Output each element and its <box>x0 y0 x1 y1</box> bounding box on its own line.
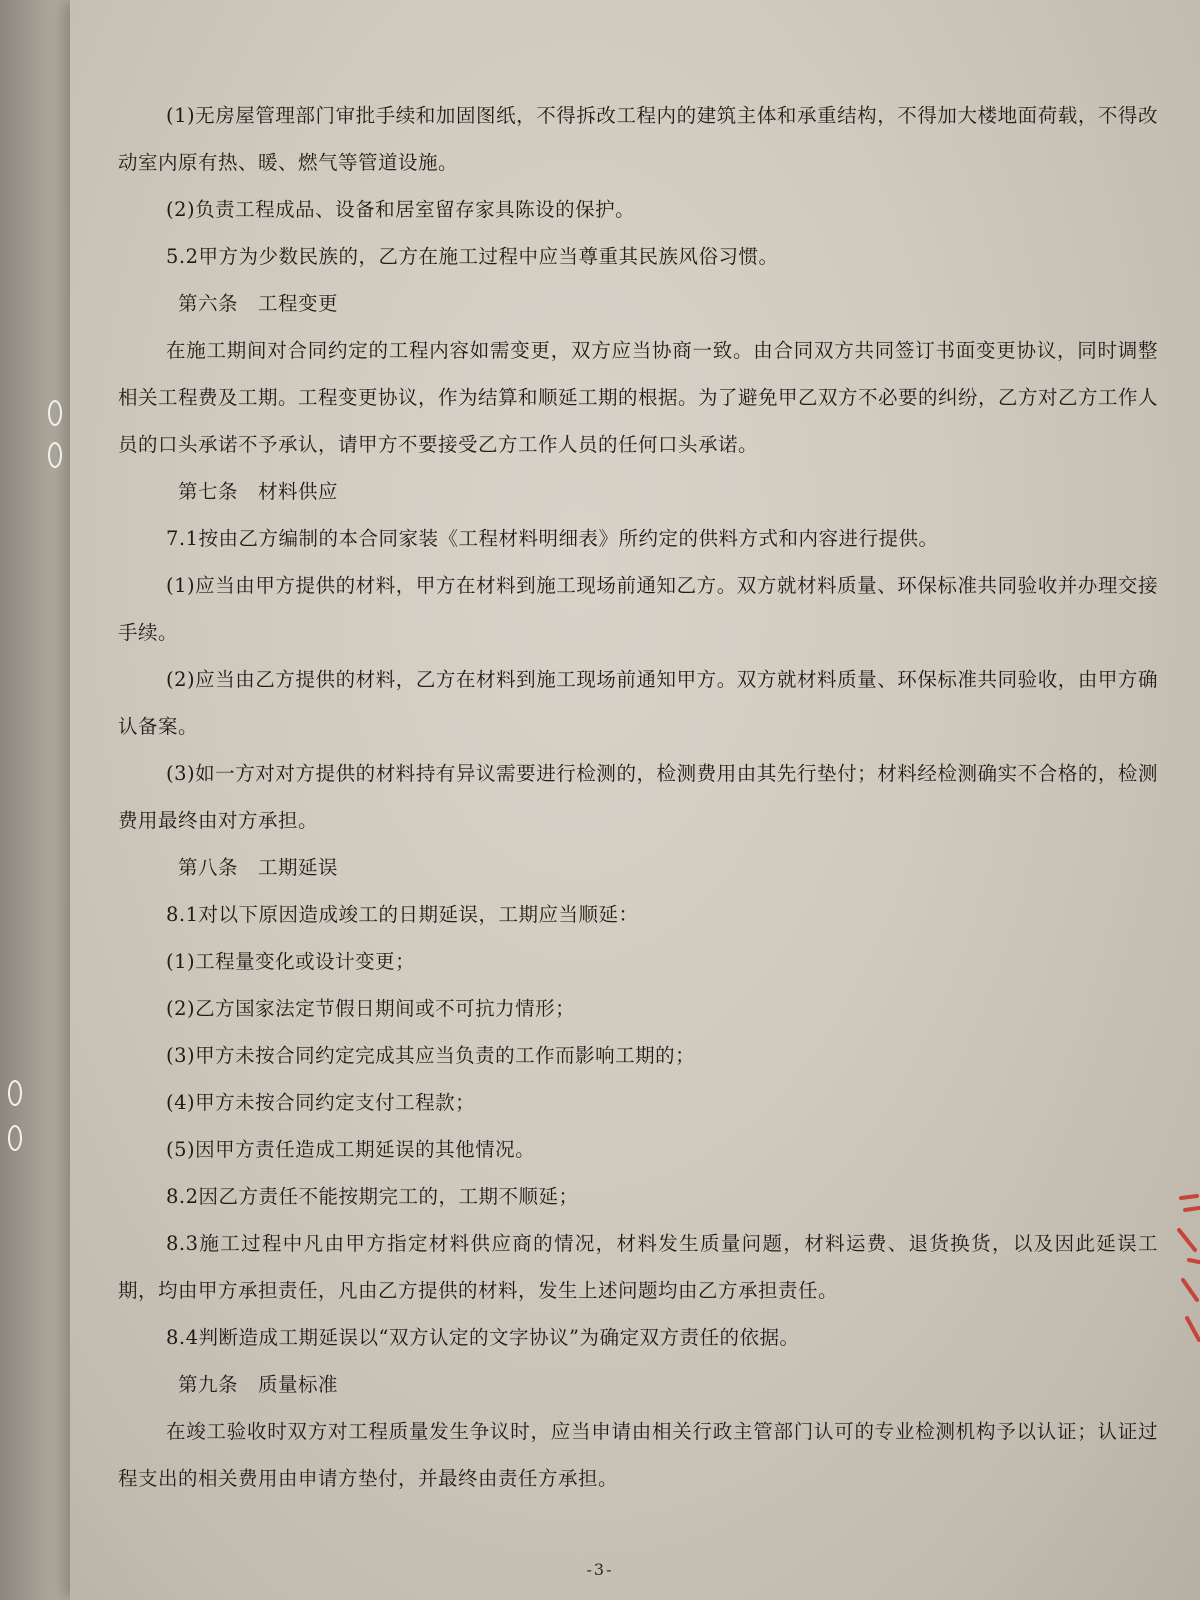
clause-paragraph: (2)应当由乙方提供的材料，乙方在材料到施工现场前通知甲方。双方就材料质量、环保标准共同验收，由甲方确认备案。 <box>118 668 1158 738</box>
clause-paragraph: 在施工期间对合同约定的工程内容如需变更，双方应当协商一致。由合同双方共同签订书面变更协议，同时调整相关工程费及工期。工程变更协议，作为结算和顺延工期的根据。为了避免甲乙双方不必要的纠纷，乙方对乙方工作人员的口头承诺不予承认，请甲方不要接受乙方工作人员的任何口头承诺。 <box>118 339 1159 456</box>
binding-ring <box>48 400 62 426</box>
clause-paragraph: 在竣工验收时双方对工程质量发生争议时，应当申请由相关行政主管部门认可的专业检测机构予以认证；认证过程支出的相关费用由申请方垫付，并最终由责任方承担。 <box>118 1420 1158 1490</box>
clause-paragraph: 7.1按由乙方编制的本合同家装《工程材料明细表》所约定的供料方式和内容进行提供。 <box>166 527 939 550</box>
clause-paragraph: 8.1对以下原因造成竣工的日期延误，工期应当顺延： <box>166 903 639 926</box>
clause-paragraph: 8.2因乙方责任不能按期完工的，工期不顺延； <box>166 1185 579 1208</box>
clause-list-item: (4)甲方未按合同约定支付工程款； <box>166 1091 476 1114</box>
clause-list-item: (5)因甲方责任造成工期延误的其他情况。 <box>166 1138 536 1161</box>
clause-paragraph: (1)无房屋管理部门审批手续和加固图纸，不得拆改工程内的建筑主体和承重结构，不得加大楼地面荷载，不得改动室内原有热、暖、燃气等管道设施。 <box>118 104 1158 174</box>
article-heading-8: 第八条 工期延误 <box>178 856 339 879</box>
clause-paragraph: 8.4判断造成工期延误以“双方认定的文字协议”为确定双方责任的依据。 <box>166 1326 800 1349</box>
article-heading-6: 第六条 工程变更 <box>178 292 339 315</box>
article-heading-7: 第七条 材料供应 <box>178 480 339 503</box>
binding-ring <box>8 1125 22 1151</box>
binding-ring <box>8 1080 22 1106</box>
clause-paragraph: (3)如一方对对方提供的材料持有异议需要进行检测的，检测费用由其先行垫付；材料经检测确实不合格的，检测费用最终由对方承担。 <box>118 762 1158 832</box>
article-heading-9: 第九条 质量标准 <box>178 1373 339 1396</box>
clause-paragraph: 8.3施工过程中凡由甲方指定材料供应商的情况，材料发生质量问题，材料运费、退货换货，以及因此延误工期，均由甲方承担责任，凡由乙方提供的材料，发生上述问题均由乙方承担责任。 <box>118 1232 1158 1302</box>
clause-list-item: (2)乙方国家法定节假日期间或不可抗力情形； <box>166 997 576 1020</box>
contract-text <box>118 92 1158 1502</box>
clause-list-item: (3)甲方未按合同约定完成其应当负责的工作而影响工期的； <box>166 1044 696 1067</box>
clause-paragraph: (1)应当由甲方提供的材料，甲方在材料到施工现场前通知乙方。双方就材料质量、环保标准共同验收并办理交接手续。 <box>118 574 1158 644</box>
clause-paragraph: 5.2甲方为少数民族的，乙方在施工过程中应当尊重其民族风俗习惯。 <box>166 245 779 268</box>
previous-page-edge <box>0 0 80 1600</box>
red-stamp-edge-icon <box>1175 1190 1200 1350</box>
clause-list-item: (1)工程量变化或设计变更； <box>166 950 416 973</box>
clause-paragraph: (2)负责工程成品、设备和居室留存家具陈设的保护。 <box>166 198 636 221</box>
binding-ring <box>48 442 62 468</box>
page-number: -3- <box>586 1560 614 1579</box>
